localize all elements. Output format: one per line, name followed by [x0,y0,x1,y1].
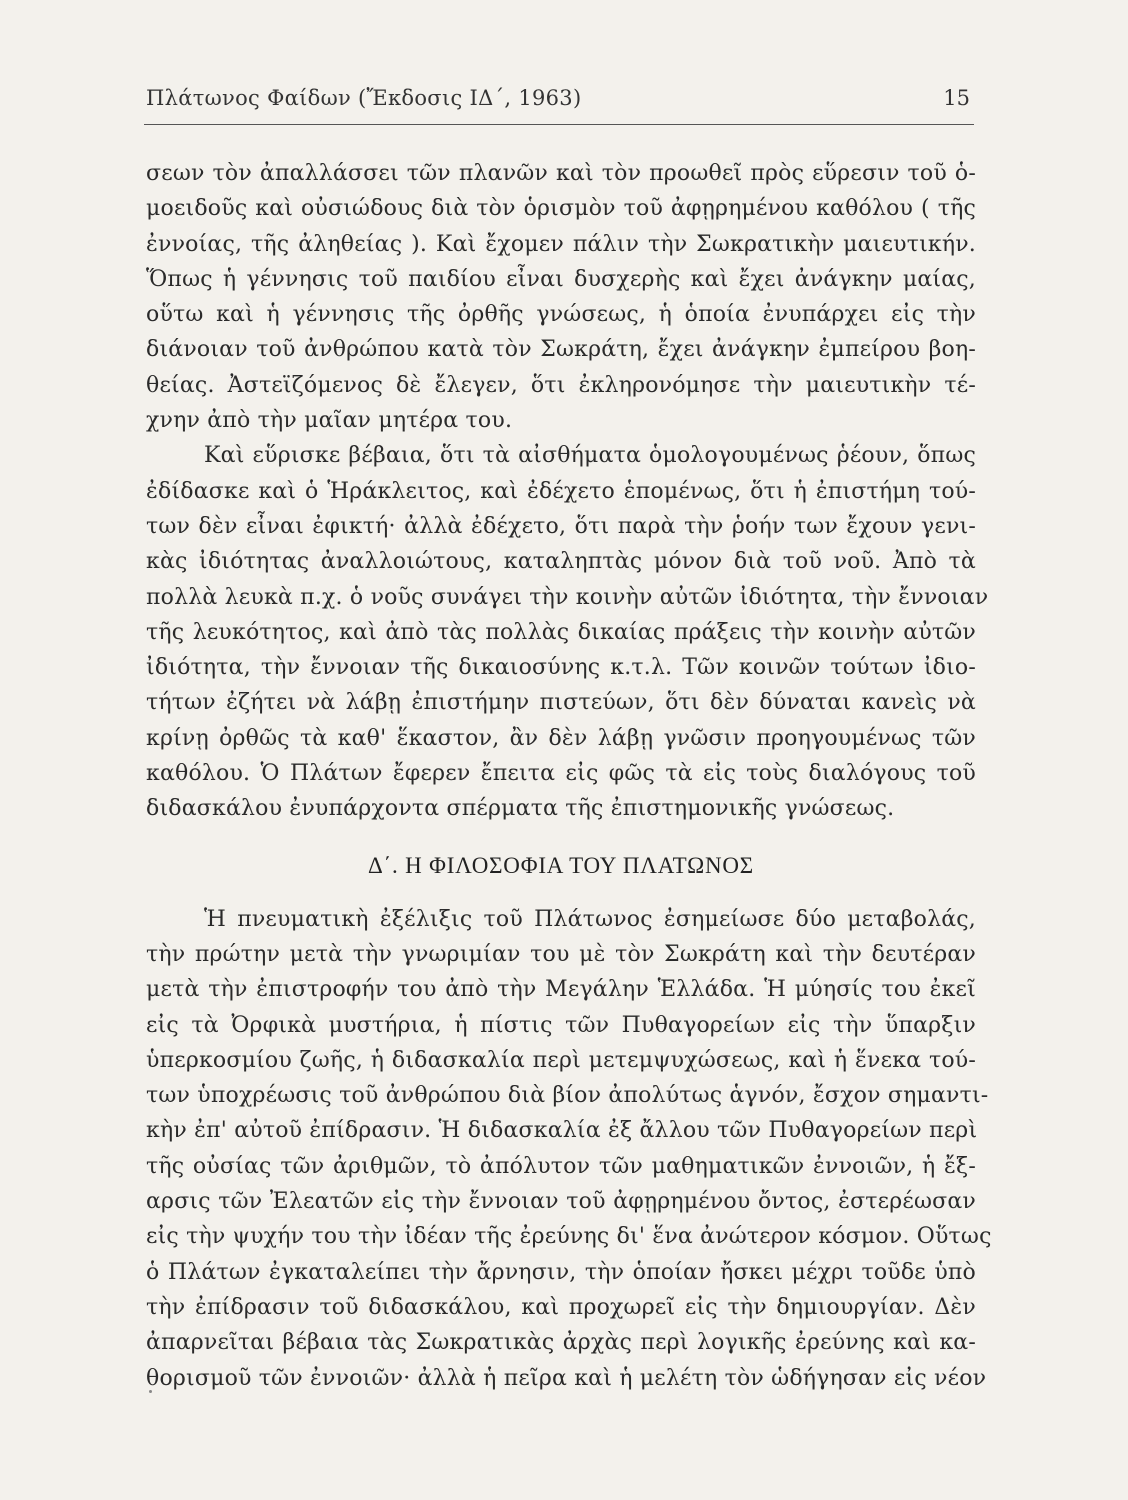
header-rule [144,124,974,125]
text-line: Ὅπως ἡ γέννησις τοῦ παιδίου εἶναι δυσχερὴς καὶ ἔχει ἀνάγκην μαίας, [146,266,976,292]
text-line: διάνοιαν τοῦ ἀνθρώπου κατὰ τὸν Σωκράτη, ἔχει ἀνάγκην ἐμπείρου βοη- [146,337,976,363]
text-line: τὴν ἐπίδρασιν τοῦ διδασκάλου, καὶ προχωρεῖ εἰς τὴν δημιουργίαν. Δὲν [146,1294,976,1320]
text-line: τῆς λευκότητος, καὶ ἀπὸ τὰς πολλὰς δικαίας πράξεις τὴν κοινὴν αὐτῶν [146,619,976,645]
text-line: ἐννοίας, τῆς ἀληθείας ). Καὶ ἔχομεν πάλιν τὴν Σωκρατικὴν μαιευτικήν. [146,231,976,257]
text-line: χνην ἀπὸ τὴν μαῖαν μητέρα του. [146,408,513,434]
text-line: ἀπαρνεῖται βέβαια τὰς Σωκρατικὰς ἀρχὰς περὶ λογικῆς ἐρεύνης καὶ κα- [146,1330,976,1356]
text-line: τὴν πρώτην μετὰ τὴν γνωριμίαν του μὲ τὸν Σωκράτη καὶ τὴν δευτέραν [146,941,976,967]
paragraph-2 [146,438,989,826]
text-line: των ὑποχρέωσις τοῦ ἀνθρώπου διὰ βίον ἀπολύτως ἁγνόν, ἔσχον σημαντι- [146,1083,989,1109]
text-line: οὕτω καὶ ἡ γέννησις τῆς ὀρθῆς γνώσεως, ἡ ὁποία ἐνυπάρχει εἰς τὴν [146,302,976,328]
text-line: καθόλου. Ὁ Πλάτων ἔφερεν ἔπειτα εἰς φῶς τὰ εἰς τοὺς διαλόγους τοῦ [146,761,976,787]
text-line: εἰς τὰ Ὀρφικὰ μυστήρια, ἡ πίστις τῶν Πυθαγορείων εἰς τὴν ὕπαρξιν [146,1012,976,1038]
running-title: Πλάτωνος Φαίδων (Ἔκδοσις ΙΔ΄, 1963) [146,86,582,110]
page-number: 15 [943,86,970,110]
text-line: μοειδοῦς καὶ οὐσιώδους διὰ τὸν ὁρισμὸν τοῦ ἀφῃρημένου καθόλου ( τῆς [146,196,976,222]
text-line: των δὲν εἶναι ἐφικτή· ἀλλὰ ἐδέχετο, ὅτι παρὰ τὴν ῥοήν των ἔχουν γενι- [146,513,976,539]
text-line: διδασκάλου ἐνυπάρχοντα σπέρματα τῆς ἐπιστημονικῆς γνώσεως. [146,796,895,822]
text-line: εἰς τὴν ψυχήν του τὴν ἰδέαν τῆς ἐρεύνης δι' ἕνα ἀνώτερον κόσμον. Οὕτως [146,1224,992,1250]
text-line: κὴν ἐπ' αὐτοῦ ἐπίδρασιν. Ἡ διδασκαλία ἐξ ἄλλου τῶν Πυθαγορείων περὶ [146,1118,978,1144]
text-line: ἰδιότητα, τὴν ἔννοιαν τῆς δικαιοσύνης κ.τ.λ. Τῶν κοινῶν τούτων ἰδιο- [146,655,976,681]
text-line: Καὶ εὕρισκε βέβαια, ὅτι τὰ αἰσθήματα ὁμολογουμένως ῥέουν, ὅπως [204,443,976,469]
paragraph-1 [146,156,976,438]
text-line: κρίνῃ ὀρθῶς τὰ καθ' ἕκαστον, ἂν δὲν λάβῃ γνῶσιν προηγουμένως τῶν [146,725,976,751]
margin-speck [149,1390,152,1393]
text-line: ὁ Πλάτων ἐγκαταλείπει τὴν ἄρνησιν, τὴν ὁποίαν ἤσκει μέχρι τοῦδε ὑπὸ [146,1259,976,1285]
body-text [146,156,992,1396]
text-line: τήτων ἐζήτει νὰ λάβῃ ἐπιστήμην πιστεύων, ὅτι δὲν δύναται κανεὶς νὰ [146,690,976,716]
text-line: σεων τὸν ἀπαλλάσσει τῶν πλανῶν καὶ τὸν προωθεῖ πρὸς εὕρεσιν τοῦ ὁ- [146,161,976,186]
text-line: μετὰ τὴν ἐπιστροφήν του ἀπὸ τὴν Μεγάλην Ἑλλάδα. Ἡ μύησίς του ἐκεῖ [146,977,976,1003]
text-line: Ἡ πνευματικὴ ἐξέλιξις τοῦ Πλάτωνος ἐσημείωσε δύο μεταβολάς, [204,906,976,932]
text-line: θορισμοῦ τῶν ἐννοιῶν· ἀλλὰ ἡ πεῖρα καὶ ἡ μελέτη τὸν ὡδήγησαν εἰς νέον [146,1365,987,1391]
text-line: τῆς οὐσίας τῶν ἀριθμῶν, τὸ ἀπόλυτον τῶν μαθηματικῶν ἐννοιῶν, ἡ ἔξ- [146,1153,976,1179]
text-line: θείας. Ἀστεϊζόμενος δὲ ἔλεγεν, ὅτι ἐκληρονόμησε τὴν μαιευτικὴν τέ- [146,372,976,398]
text-line: ἐδίδασκε καὶ ὁ Ἡράκλειτος, καὶ ἐδέχετο ἑπομένως, ὅτι ἡ ἐπιστήμη τού- [146,478,976,504]
text-line: ὑπερκοσμίου ζωῆς, ἡ διδασκαλία περὶ μετεμψυχώσεως, καὶ ἡ ἕνεκα τού- [146,1047,976,1073]
section-heading: Δ΄. Η ΦΙΛΟΣΟΦΙΑ ΤΟΥ ΠΛΑΤΩΝΟΣ [368,852,754,878]
text-line: κὰς ἰδιότητας ἀναλλοιώτους, καταληπτὰς μόνον διὰ τοῦ νοῦ. Ἀπὸ τὰ [146,549,976,575]
paragraph-3 [146,902,992,1396]
text-line: αρσις τῶν Ἐλεατῶν εἰς τὴν ἔννοιαν τοῦ ἀφῃρημένου ὄντος, ἐστερέωσαν [146,1189,976,1215]
text-line: πολλὰ λευκὰ π.χ. ὁ νοῦς συνάγει τὴν κοινὴν αὐτῶν ἰδιότητα, τὴν ἔννοιαν [146,584,989,610]
